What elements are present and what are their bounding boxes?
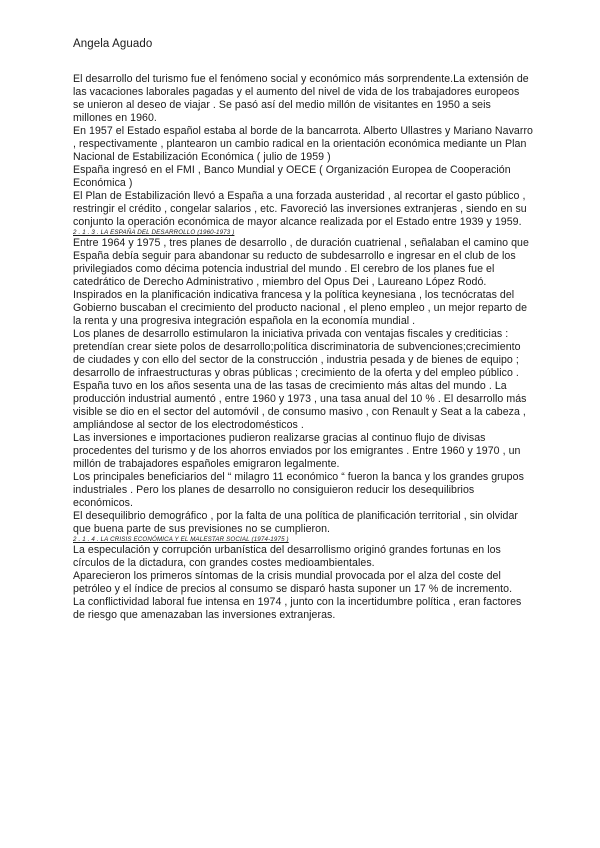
paragraph: La conflictividad laboral fue intensa en 1974 , junto con la incertidumbre política , eran factores de riesgo que amenazaban las inversiones extranjeras. [73, 596, 522, 621]
paragraph: En 1957 el Estado español estaba al borde de la bancarrota. Alberto Ullastres y Mariano Navarro , respectivamente , plantearon un cambio radical en la orientación económica mediante un Plan Nacional de Estabilización Económica ( julio de 1959 ) [73, 125, 533, 163]
paragraph: Inspirados en la planificación indicativa francesa y la política keynesiana , los tecnócratas del Gobierno buscaban el crecimiento del producto nacional , el pleno empleo , un mejor reparto de la renta y una progresiva integración española en la economía mundial . [73, 289, 528, 327]
paragraph: El desarrollo del turismo fue el fenómeno social y económico más sorprendente.La extensión de las vacaciones laborales pagadas y el aumento del nivel de vida de los trabajadores europeos se unieron al deseo de viajar . Se pasó así del medio millón de visitantes en 1950 a seis millones en 1960. [73, 73, 529, 124]
section-heading: 2 . 1 . 3 . LA ESPAÑA DEL DESARROLLO (1960-1973 ) [73, 229, 235, 236]
paragraph: El Plan de Estabilización llevó a España a una forzada austeridad , al recortar el gasto público , restringir el crédito , congelar salarios , etc. Favoreció las inversiones extranjeras , siendo en su conjunto la operación económica de mayor alcance realizada por el Estado entre 1939 y 1959. [73, 190, 527, 228]
paragraph: España ingresó en el FMI , Banco Mundial y OECE ( Organización Europea de Cooperación Económica ) [73, 164, 511, 189]
paragraph: Los principales beneficiarios del “ milagro 11 económico “ fueron la banca y los grandes grupos industriales . Pero los planes de desarrollo no consiguieron reducir los desequilibrios económicos. [73, 471, 524, 509]
paragraph: Aparecieron los primeros síntomas de la crisis mundial provocada por el alza del coste del petróleo y el índice de precios al consumo se disparó hasta suponer un 17 % de incremento. [73, 570, 513, 595]
paragraph: Los planes de desarrollo estimularon la iniciativa privada con ventajas fiscales y crediticias : pretendían crear siete polos de desarrollo;política discriminatoria de subvenciones;crecimiento de ciudades y con ello del sector de la construcción , industria pesada y de bienes de equipo ; desarrollo de infraestructuras y obras públicas ; crecimiento de la oferta y del empleo público . España tuvo en los años sesenta una de las tasas de crecimiento más altas del mundo . La producción industrial aumentó , entre 1960 y 1973 , una tasa anual del 10 % . El desarrollo más visible se dio en el sector del automóvil , de consumo masivo , con Renault y Seat a la cabeza , ampliándose al sector de los electrodomésticos . [73, 328, 527, 431]
document-body [73, 73, 533, 622]
paragraph: Entre 1964 y 1975 , tres planes de desarrollo , de duración cuatrienal , señalaban el camino que España debía seguir para abandonar su reducto de subdesarrollo e ingresar en el club de los privilegiados como décima potencia industrial del mundo . El cerebro de los planes fue el catedrático de Derecho Administrativo , miembro del Opus Dei , Laureano López Rodó. [73, 237, 529, 288]
paragraph: El desequilibrio demográfico , por la falta de una política de planificación territorial , sin olvidar que buena parte de sus previsiones no se cumplieron. [73, 510, 518, 535]
author-name: Angela Aguado [73, 38, 153, 50]
section-heading: 2 . 1 . 4 . LA CRISIS ECONÓMICA Y EL MALESTAR SOCIAL (1974-1975 ) [73, 536, 289, 543]
paragraph: La especulación y corrupción urbanística del desarrollismo originó grandes fortunas en los círculos de la dictadura, con grandes costes medioambientales. [73, 544, 501, 569]
paragraph: Las inversiones e importaciones pudieron realizarse gracias al continuo flujo de divisas procedentes del turismo y de los ahorros enviados por los emigrantes . Entre 1960 y 1970 , un millón de trabajadores españoles emigraron legalmente. [73, 432, 521, 470]
